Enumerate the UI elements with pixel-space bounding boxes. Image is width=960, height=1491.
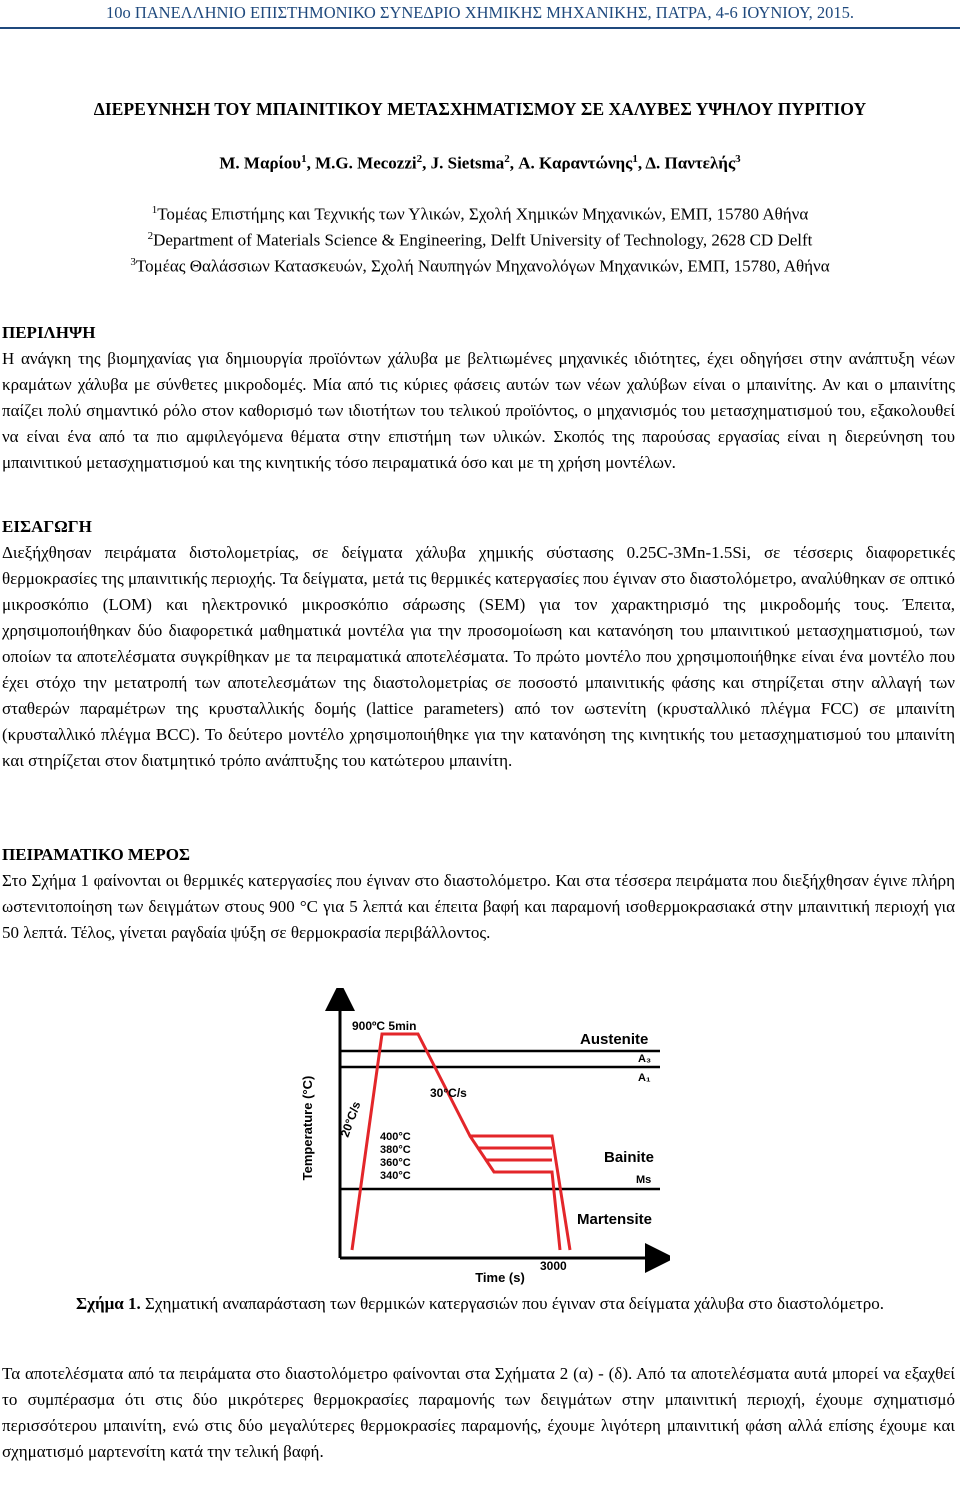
affiliation-text: Department of Materials Science & Engineering, Delft University of Technology, 2628 CD Delft — [153, 230, 813, 250]
heat-treatment-diagram — [290, 988, 670, 1286]
introduction-heading: ΕΙΣΑΓΩΓΗ — [2, 517, 92, 536]
label-a3: A₃ — [638, 1053, 652, 1065]
author-sup: 2 — [416, 153, 423, 165]
author-sep: , — [306, 153, 316, 173]
author-name: J. Sietsma — [430, 153, 505, 173]
label-20cs: 20°C/s — [337, 1099, 364, 1140]
label-iso-400: 400°C — [380, 1131, 411, 1143]
label-bainite: Bainite — [604, 1149, 655, 1166]
caption-label: Σχήμα 1. — [76, 1294, 141, 1313]
introduction-text: Διεξήχθησαν πειράματα διστολομετρίας, σε δείγματα χάλυβα χημικής σύστασης 0.25C-3Mn-1.5Si, σε τέσσερις διαφορετικές θερμοκρασίες της μπαινιτικής περιοχής. Τα δείγματα, μετά τις θερμικές κατεργασίες που έγιναν στο διαστολόμετρο, αναλύθηκαν σε οπτικό μικροσκόπιο (LOM) και ηλεκτρονικό μικροσκόπιο σάρωσης (SEM) για τον χαρακτηρισμό της μικροδομής τους. Έπειτα, χρησιμοποιήθηκαν δύο διαφορετικά μαθηματικά μοντέλα για την προσομοίωση και κατανόηση του μπαινιτικού μετασχηματισμού, των οποίων τα αποτελέσματα συγκρίθηκαν με τα πειραματικά αποτελέσματα. Το πρώτο μοντέλο που χρησιμοποιήθηκε είναι ένα μοντέλο που έχει στόχο την μετατροπή των αποτελεσμάτων της διαστολομετρίας σε ποσοστό μπαινιτικής φάσης και στηρίζεται στην αλλαγή των σταθερών παραμέτρων της κρυσταλλικής δομής (lattice parameters) από τον ωστενίτη (κρυσταλλικό πλέγμα FCC) σε μπαινίτη (κρυσταλλικό πλέγμα BCC). Το δεύτερο μοντέλο χρησιμοποιήθηκε για την κατανόηση της κινητικής του μετασχηματισμού του μπαινίτη και στηρίζεται στον διατμητικό τρόπο ανάπτυξης του κατώτερου μπαινίτη. — [2, 543, 955, 770]
label-a1: A₁ — [638, 1072, 651, 1084]
experimental-heading: ΠΕΙΡΑΜΑΤΙΚΟ ΜΕΡΟΣ — [2, 845, 191, 864]
author-name: M.G. Mecozzi — [315, 153, 417, 173]
author-list — [0, 145, 960, 178]
affiliation-sup: 2 — [147, 230, 154, 242]
abstract-text: Η ανάγκη της βιομηχανίας για δημιουργία προϊόντων χάλυβα με βελτιωμένες μηχανικές ιδιότητες, έχει οδηγήσει στην ανάπτυξη νέων κραμάτων χάλυβα με σύνθετες μικροδομές. Μία από τις κύριες φάσεις αυτών των νέων χαλύβων είναι ο μπαινίτης. Αν και ο μπαινίτης παίζει πολύ σημαντικό ρόλο στον καθορισμό των ιδιοτήτων του τελικού προϊόντος, ο μηχανισμός του μετασχηματισμού του, εξακολουθεί να είναι ένα από τα πιο αμφιλεγόμενα θέματα στην επιστήμη των υλικών. Σκοπός της παρούσας εργασίας είναι η διερεύνηση του μπαινιτικού μετασχηματισμού και της κινητικής τόσο πειραματικά όσο και με τη χρήση μοντέλων. — [2, 349, 955, 472]
author-name: Δ. Παντελής — [645, 153, 736, 173]
author-sep: , — [637, 153, 646, 173]
figure-caption — [0, 1291, 960, 1317]
affiliation-text: Τομέας Θαλάσσιων Κατασκευών, Σχολή Ναυπηγών Μηχανολόγων Μηχανικών, ΕΜΠ, 15780, Αθήνα — [135, 256, 830, 276]
label-900: 900ºC 5min — [352, 1019, 417, 1033]
caption-text: Σχηματική αναπαράσταση των θερμικών κατεργασιών που έγιναν στα δείγματα χάλυβα στο διαστολόμετρο. — [145, 1294, 884, 1313]
label-martensite: Martensite — [577, 1211, 653, 1228]
affiliation-sup: 3 — [130, 256, 136, 268]
label-30cs: 30°C/s — [430, 1086, 467, 1100]
conference-header: 10ο ΠΑΝΕΛΛΗΝΙΟ ΕΠΙΣΤΗΜΟΝΙΚΟ ΣΥΝΕΔΡΙΟ ΧΗΜΙΚΗΣ ΜΗΧΑΝΙΚΗΣ, ΠΑΤΡΑ, 4-6 ΙΟΥΝΙΟΥ, 2015. — [105, 3, 855, 22]
cycle-360 — [478, 1148, 552, 1160]
paper-title: ΔΙΕΡΕΥΝΗΣΗ ΤΟΥ ΜΠΑΙΝΙΤΙΚΟΥ ΜΕΤΑΣΧΗΜΑΤΙΣΜΟΥ ΣΕ ΧΑΛΥΒΕΣ ΥΨΗΛΟΥ ΠΥΡΙΤΙΟΥ — [93, 99, 867, 119]
y-axis-label: Temperature (°C) — [300, 1075, 315, 1181]
affiliation-text: Τομέας Επιστήμης και Τεχνικής των Υλικών, Σχολή Χημικών Μηχανικών, ΕΜΠ, 15780 Αθήνα — [157, 204, 809, 224]
label-iso-340: 340°C — [380, 1170, 411, 1182]
abstract-heading: ΠΕΡΙΛΗΨΗ — [2, 323, 96, 342]
label-ms: Ms — [636, 1174, 652, 1186]
header-rule — [0, 27, 960, 29]
experimental-text: Στο Σχήμα 1 φαίνονται οι θερμικές κατεργασίες που έγιναν στο διαστολόμετρο. Και στα τέσσερα πειράματα που διεξήχθησαν έγινε πλήρη ωστενιτοποίηση των δειγμάτων στους 900 °C για 5 λεπτά και έπειτα βαφή και παραμονή ισοθερμοκρασιακά στην μπαινιτική περιοχή για 50 λεπτά. Τέλος, γίνεται ραγδαία ψύξη σε θερμοκρασία περιβάλλοντος. — [2, 871, 955, 942]
author-name: Μ. Μαρίου — [219, 153, 302, 173]
cycle-380 — [470, 1136, 552, 1148]
author-sep: , — [509, 153, 519, 173]
affiliation-sup: 1 — [151, 204, 158, 216]
cycle-340 — [486, 1160, 560, 1250]
author-sup: 3 — [735, 153, 741, 165]
results-text: Τα αποτελέσματα από τα πειράματα στο διαστολόμετρο φαίνονται στα Σχήματα 2 (α) - (δ). Από τα αποτελέσματα αυτά μπορεί να εξαχθεί το συμπέρασμα ότι στις δύο μικρότερες θερμοκρασίες παραμονής των δειγμάτων στην μπαινιτική περιοχή, έχουμε σχηματισμό περισσότερου μπαινίτη, ενώ στις δύο μεγαλύτερες θερμοκρασίες παραμονής, έχουμε λιγότερη μπαινιτική φάση αλλά επίσης έχουμε και σχηματισμό μαρτενσίτη κατά την τελική βαφή. — [2, 1364, 955, 1461]
author-sup: 1 — [301, 153, 307, 165]
label-iso-360: 360°C — [380, 1157, 411, 1169]
label-3000: 3000 — [540, 1259, 567, 1273]
label-iso-380: 380°C — [380, 1144, 411, 1156]
x-axis-label: Time (s) — [475, 1270, 525, 1285]
author-sep: , — [422, 153, 431, 173]
author-sup: 1 — [632, 153, 638, 165]
figure-1 — [290, 988, 670, 1286]
affiliation-3 — [0, 249, 960, 280]
author-name: Α. Καραντώνης — [518, 153, 633, 173]
label-austenite: Austenite — [580, 1031, 649, 1048]
author-sup: 2 — [504, 153, 510, 165]
